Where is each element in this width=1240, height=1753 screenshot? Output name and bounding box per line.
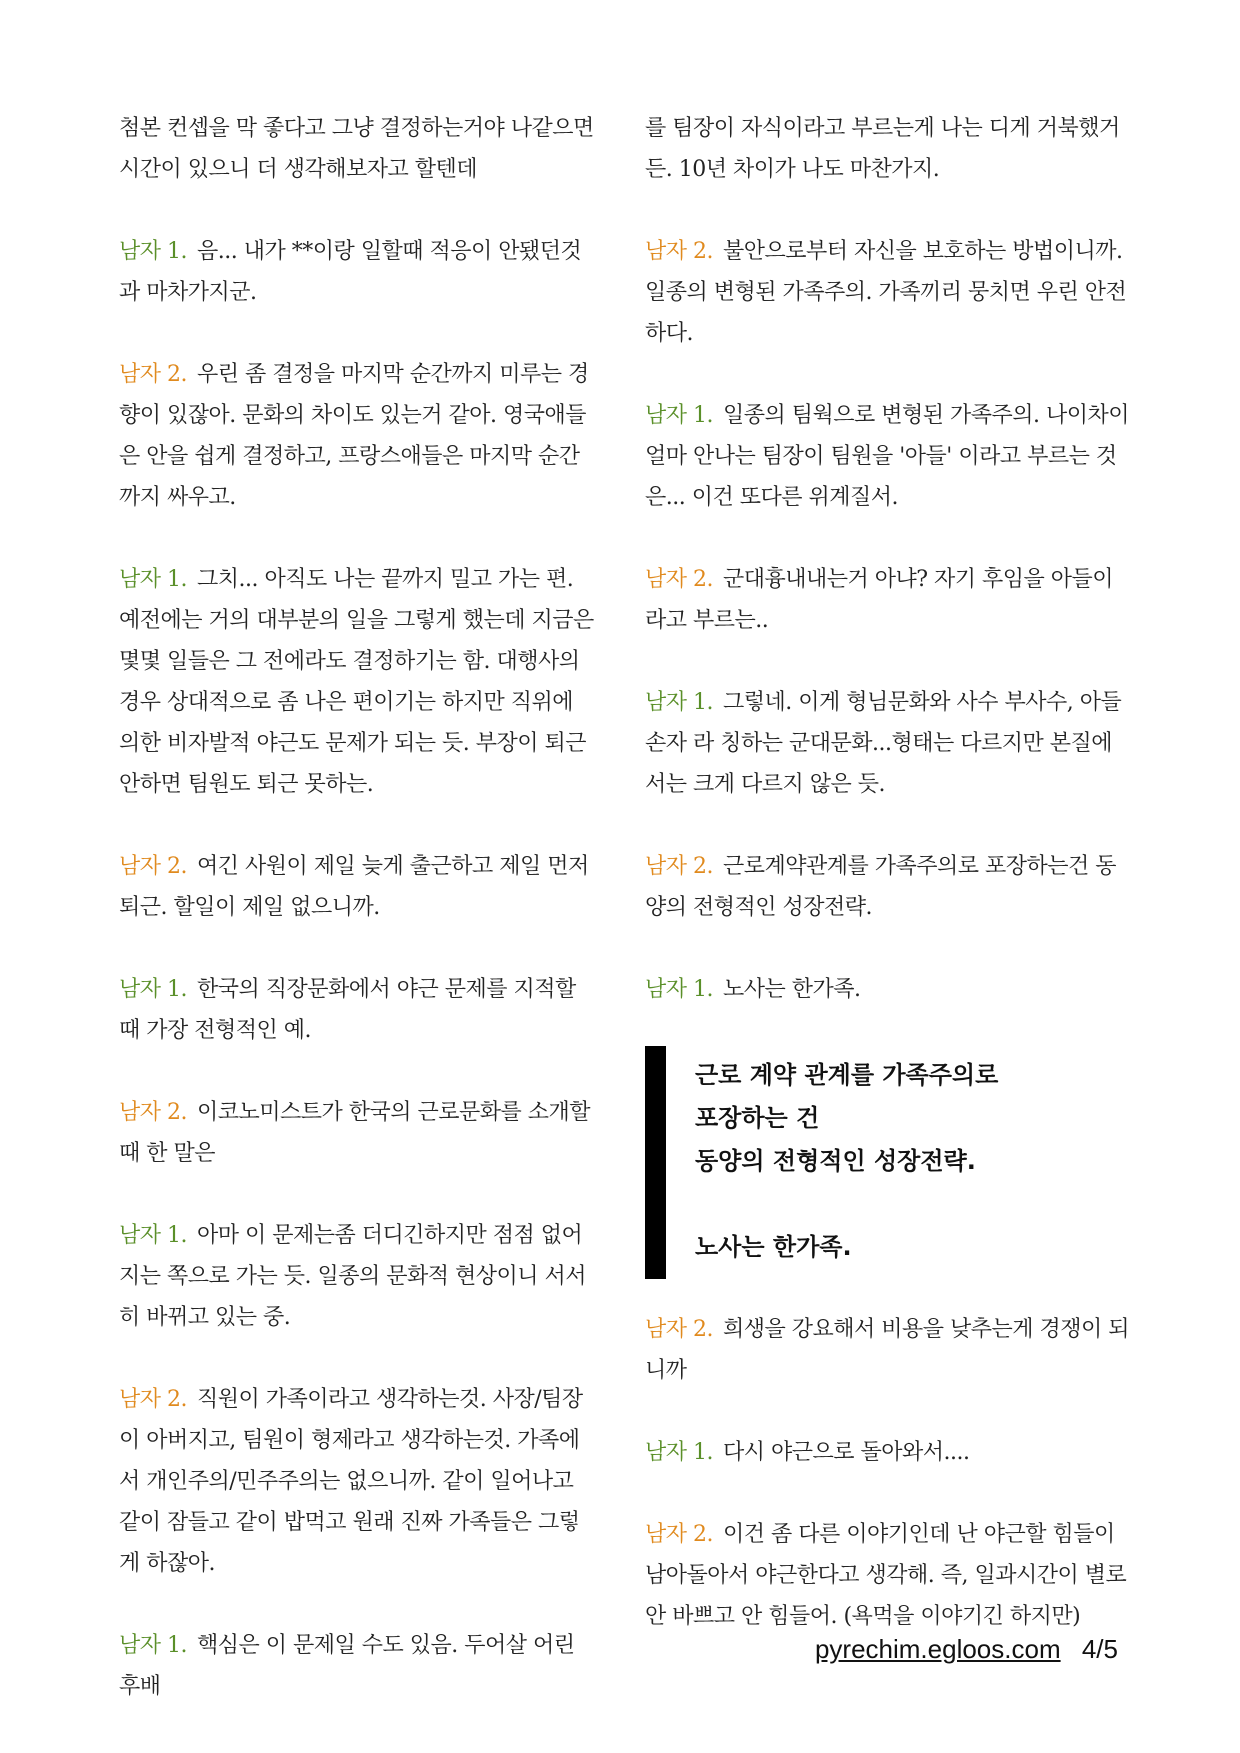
dialogue-text: 이코노미스트가 한국의 근로문화를 소개할때 한 말은 — [119, 1100, 591, 1166]
pull-quote — [645, 1046, 1130, 1279]
dialogue-text: 첨본 컨셉을 막 좋다고 그냥 결정하는거야 나같으면 시간이 있으니 더 생각해보자고 할텐데 — [119, 116, 594, 182]
speaker-label: 남자 1. — [119, 977, 187, 1002]
dialogue-text: 음... 내가 **이랑 일할때 적응이 안됐던것과 마차가지군. — [119, 239, 582, 305]
speaker-label: 남자 2. — [119, 362, 187, 387]
pull-quote-bar — [645, 1046, 666, 1279]
dialogue-text: 우린 좀 결정을 마지막 순간까지 미루는 경향이 있잖아. 문화의 차이도 있는거 같아. 영국애들은 안을 쉽게 결정하고, 프랑스애들은 마지막 순간까지 싸우고. — [119, 362, 589, 510]
left-column — [119, 108, 599, 1748]
speaker-label: 남자 1. — [119, 1223, 187, 1248]
dialogue-paragraph — [119, 1215, 599, 1338]
right-column — [645, 108, 1130, 1678]
dialogue-paragraph — [119, 354, 599, 518]
speaker-label: 남자 2. — [645, 854, 713, 879]
dialogue-paragraph — [645, 1432, 1130, 1473]
dialogue-paragraph — [119, 1092, 599, 1174]
pull-quote-line: 근로 계약 관계를 가족주의로 — [695, 1061, 999, 1089]
dialogue-paragraph — [645, 231, 1130, 354]
speaker-label: 남자 2. — [645, 239, 713, 264]
dialogue-text: 희생을 강요해서 비용을 낮추는게 경쟁이 되니까 — [645, 1317, 1130, 1383]
speaker-label: 남자 1. — [119, 1633, 187, 1658]
footer-site-link[interactable]: pyrechim.egloos.com — [814, 1634, 1061, 1664]
speaker-label: 남자 2. — [645, 1317, 713, 1342]
page-footer — [815, 1634, 1118, 1665]
dialogue-text: 다시 야근으로 돌아와서.... — [723, 1440, 970, 1465]
dialogue-paragraph — [645, 395, 1130, 518]
speaker-label: 남자 1. — [645, 1440, 713, 1465]
dialogue-paragraph — [645, 682, 1130, 805]
speaker-label: 남자 1. — [645, 403, 713, 428]
pull-quote-line: 포장하는 건 — [695, 1104, 820, 1132]
dialogue-text: 이건 좀 다른 이야기인데 난 야근할 힘들이 남아돌아서 야근한다고 생각해. 즉, 일과시간이 별로 안 바쁘고 안 힘들어. (욕먹을 이야기긴 하지만) — [645, 1522, 1127, 1629]
dialogue-paragraph — [119, 969, 599, 1051]
dialogue-paragraph — [645, 1514, 1130, 1637]
right-column-lower — [645, 1309, 1130, 1637]
speaker-label: 남자 2. — [119, 854, 187, 879]
right-column-upper — [645, 108, 1130, 1010]
dialogue-text: 불안으로부터 자신을 보호하는 방법이니까. 일종의 변형된 가족주의. 가족끼리 뭉치면 우린 안전하다. — [645, 239, 1127, 346]
dialogue-text: 그치... 아직도 나는 끝까지 밀고 가는 편. 예전에는 거의 대부분의 일을 그렇게 했는데 지금은 몇몇 일들은 그 전에라도 결정하기는 함. 대행사의 경우 상대적으로 좀 나은 편이기는 하지만 직위에 의한 비자발적 야근도 문제가 되는 듯. 부장이 퇴근 안하면 팀원도 퇴근 못하는. — [119, 567, 594, 797]
dialogue-paragraph — [119, 231, 599, 313]
dialogue-text: 직원이 가족이라고 생각하는것. 사장/팀장이 아버지고, 팀원이 형제라고 생각하는것. 가족에서 개인주의/민주주의는 없으니까. 같이 일어나고 같이 잠들고 같이 밥먹고 원래 진짜 가족들은 그렇게 하잖아. — [119, 1387, 583, 1576]
dialogue-paragraph — [119, 1379, 599, 1584]
dialogue-paragraph — [119, 108, 599, 190]
speaker-label: 남자 1. — [645, 690, 713, 715]
dialogue-paragraph — [119, 1625, 599, 1707]
speaker-label: 남자 1. — [645, 977, 713, 1002]
dialogue-paragraph — [645, 846, 1130, 928]
dialogue-text: 를 팀장이 자식이라고 부르는게 나는 디게 거북했거든. 10년 차이가 나도 마찬가지. — [645, 116, 1120, 182]
speaker-label: 남자 2. — [645, 1522, 713, 1547]
speaker-label: 남자 2. — [119, 1100, 187, 1125]
speaker-label: 남자 2. — [645, 567, 713, 592]
pull-quote-line: 동양의 전형적인 성장전략. — [695, 1147, 976, 1175]
dialogue-text: 근로계약관계를 가족주의로 포장하는건 동양의 전형적인 성장전략. — [645, 854, 1117, 920]
dialogue-text: 군대흉내내는거 아냐? 자기 후임을 아들이라고 부르는.. — [645, 567, 1114, 633]
pull-quote-line — [695, 1183, 1130, 1226]
pull-quote-text — [695, 1054, 1130, 1269]
speaker-label: 남자 1. — [119, 567, 187, 592]
dialogue-paragraph — [645, 969, 1130, 1010]
dialogue-paragraph — [119, 846, 599, 928]
pull-quote-line: 노사는 한가족. — [695, 1233, 852, 1261]
dialogue-text: 그렇네. 이게 형님문화와 사수 부사수, 아들 손자 라 칭하는 군대문화...형태는 다르지만 본질에서는 크게 다르지 않은 듯. — [645, 690, 1122, 797]
dialogue-paragraph — [119, 559, 599, 805]
dialogue-paragraph — [645, 1309, 1130, 1391]
speaker-label: 남자 2. — [119, 1387, 187, 1412]
speaker-label: 남자 1. — [119, 239, 187, 264]
dialogue-text: 핵심은 이 문제일 수도 있음. 두어살 어린 후배 — [119, 1633, 575, 1699]
dialogue-paragraph — [645, 559, 1130, 641]
dialogue-text: 일종의 팀웍으로 변형된 가족주의. 나이차이 얼마 안나는 팀장이 팀원을 '아들' 이라고 부르는 것은... 이건 또다른 위계질서. — [645, 403, 1130, 510]
dialogue-text: 아마 이 문제는좀 더디긴하지만 점점 없어지는 쪽으로 가는 듯. 일종의 문화적 현상이니 서서히 바뀌고 있는 중. — [119, 1223, 586, 1330]
dialogue-paragraph — [645, 108, 1130, 190]
dialogue-text: 여긴 사원이 제일 늦게 출근하고 제일 먼저 퇴근. 할일이 제일 없으니까. — [119, 854, 589, 920]
page-number: 4/5 — [1081, 1634, 1118, 1664]
dialogue-text: 한국의 직장문화에서 야근 문제를 지적할 때 가장 전형적인 예. — [119, 977, 576, 1043]
dialogue-text: 노사는 한가족. — [723, 977, 861, 1002]
